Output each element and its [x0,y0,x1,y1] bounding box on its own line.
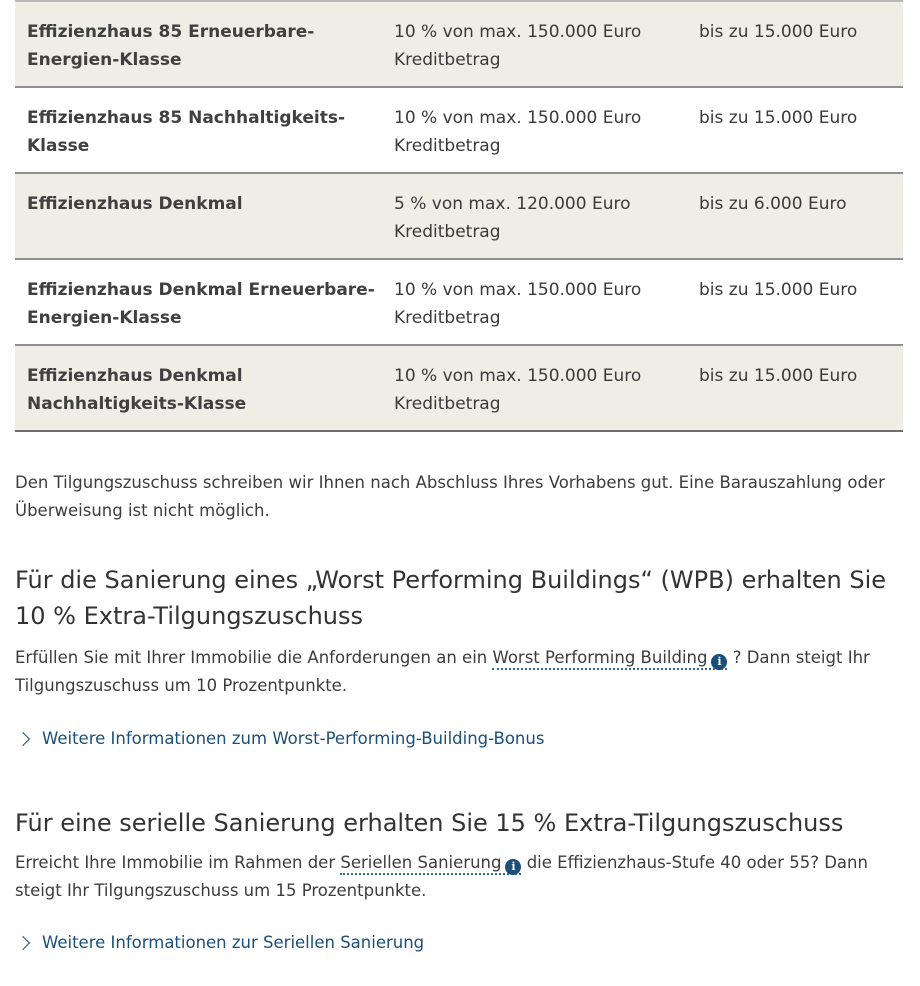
page-content [15,0,903,957]
cell-text: Nachhaltigkeits-Klasse [27,394,247,414]
link-label: Weitere Informationen zum Worst-Performing-Building-Bonus [42,729,545,748]
cell-text: 5 % von max. 120.000 Euro [394,194,631,214]
chevron-right-icon [16,936,30,950]
max-amount-cell [699,190,903,258]
max-amount-cell [699,276,903,344]
funding-table [15,0,903,432]
efficiency-class-cell [15,276,394,344]
serial-heading [15,805,903,841]
cell-text: 10 % von max. 150.000 Euro [394,22,642,42]
wpb-text-line [15,644,903,672]
subsidy-rate-cell [394,18,699,86]
serial-text-line: steigt Ihr Tilgungszuschuss um 15 Prozentpunkte. [15,881,427,900]
max-amount-cell [699,18,903,86]
term-label: Worst Performing Building [492,648,708,667]
text-span: Erfüllen Sie mit Ihrer Immobilie die Anforderungen an ein [15,648,493,667]
note-line: Den Tilgungszuschuss schreiben wir Ihnen nach Abschluss Ihres Vorhabens gut. Eine Barauszahlung oder [15,473,885,492]
cell-text: bis zu 15.000 Euro [699,366,858,386]
cell-text: Effizienzhaus 85 Erneuerbare- [27,22,315,42]
payout-note [15,469,903,525]
table-row [15,174,903,260]
text-span: Erreicht Ihre Immobilie im Rahmen der [15,853,341,872]
wpb-description [15,644,903,700]
cell-text: Klasse [27,136,90,156]
info-icon[interactable]: i [505,859,521,875]
serial-tooltip-term[interactable] [340,853,521,875]
subsidy-rate-cell [394,362,699,430]
heading-line: Für eine serielle Sanierung erhalten Sie 15 % Extra-Tilgungszuschuss [15,809,844,837]
cell-text: Kreditbetrag [394,136,501,156]
cell-text: 10 % von max. 150.000 Euro [394,108,642,128]
serial-text-line [15,849,903,877]
note-line: Überweisung ist nicht möglich. [15,501,270,520]
cell-text: Kreditbetrag [394,50,501,70]
text-span: ? Dann steigt Ihr [727,648,870,667]
cell-text: bis zu 15.000 Euro [699,22,858,42]
cell-text: Energien-Klasse [27,50,182,70]
info-icon[interactable]: i [711,654,727,670]
subsidy-rate-cell [394,276,699,344]
link-label: Weitere Informationen zur Seriellen Sanierung [42,933,425,952]
cell-text: Kreditbetrag [394,308,501,328]
subsidy-rate-cell [394,190,699,258]
cell-text: Kreditbetrag [394,394,501,414]
max-amount-cell [699,104,903,172]
table-row [15,346,903,432]
wpb-text-line: Tilgungszuschuss um 10 Prozentpunkte. [15,676,348,695]
serial-description [15,849,903,905]
table-row [15,260,903,346]
heading-line: 10 % Extra-Tilgungszuschuss [15,602,363,630]
wpb-tooltip-term[interactable] [492,648,727,670]
cell-text: bis zu 6.000 Euro [699,194,847,214]
efficiency-class-cell [15,18,394,86]
chevron-right-icon [16,732,30,746]
cell-text: bis zu 15.000 Euro [699,280,858,300]
serial-more-info-link[interactable] [15,929,903,957]
cell-text: Effizienzhaus Denkmal [27,366,243,386]
table-row [15,88,903,174]
subsidy-rate-cell [394,104,699,172]
cell-text: Effizienzhaus Denkmal Erneuerbare- [27,280,375,300]
heading-line: Für die Sanierung eines „Worst Performing Buildings“ (WPB) erhalten Sie [15,566,887,594]
table-row [15,0,903,88]
cell-text: Energien-Klasse [27,308,182,328]
wpb-heading [15,562,903,634]
max-amount-cell [699,362,903,430]
wpb-more-info-link[interactable] [15,725,903,753]
cell-text: 10 % von max. 150.000 Euro [394,280,642,300]
cell-text: Effizienzhaus Denkmal [27,194,243,214]
cell-text: bis zu 15.000 Euro [699,108,858,128]
efficiency-class-cell [15,190,394,258]
cell-text: Effizienzhaus 85 Nachhaltigkeits- [27,108,346,128]
efficiency-class-cell [15,104,394,172]
text-span: die Effizienzhaus-Stufe 40 oder 55? Dann [521,853,868,872]
efficiency-class-cell [15,362,394,430]
cell-text: Kreditbetrag [394,222,501,242]
term-label: Seriellen Sanierung [340,853,502,872]
cell-text: 10 % von max. 150.000 Euro [394,366,642,386]
